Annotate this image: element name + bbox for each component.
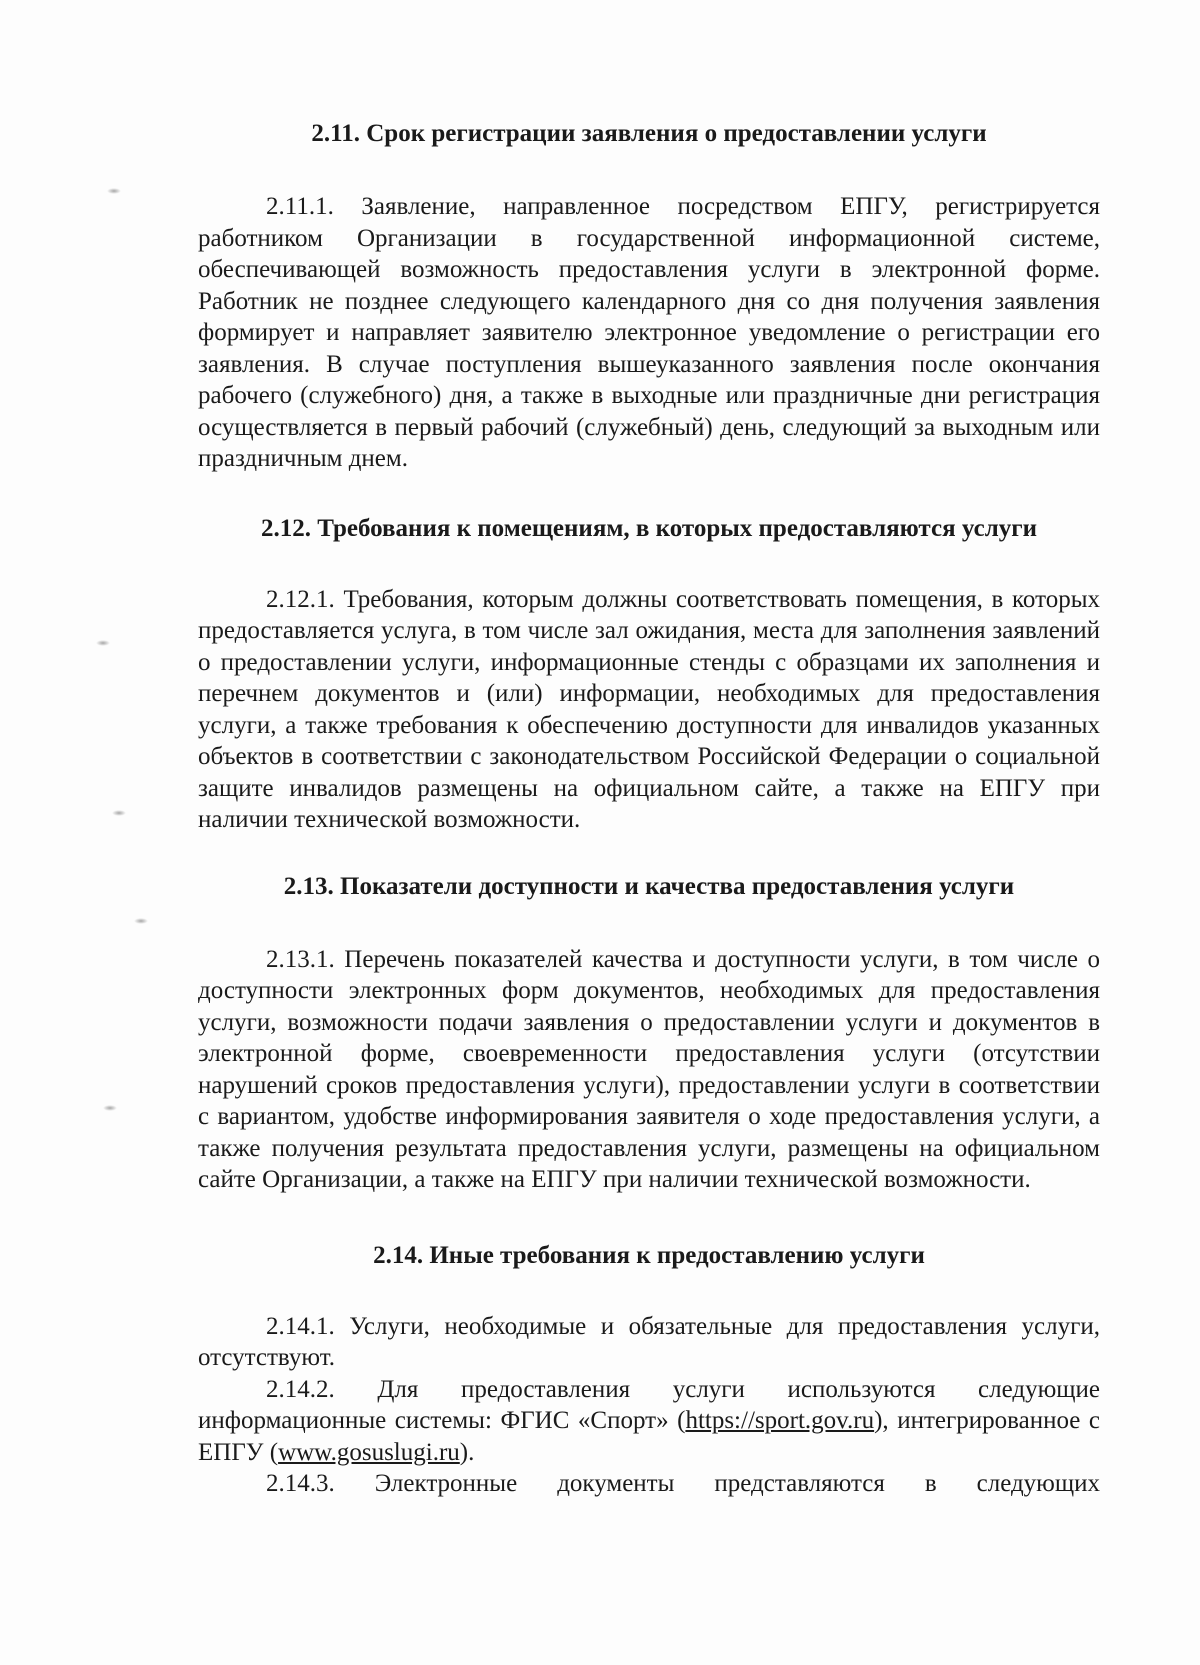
paragraph-2-14-2-mid: ), интегрированное с ЕПГУ ( — [198, 1407, 1100, 1466]
paragraph-2-11-1: 2.11.1. Заявление, направленное посредством ЕПГУ, регистрируется работником Организации в государственной информационной системе, обеспечивающей возможность предоставления услуги в электронной форме. Работник не позднее следующего календарного дня со дня получения заявления формирует и направляет заявителю электронное уведомление о регистрации его заявления. В случае поступления вышеуказанного заявления после окончания рабочего (служебного) дня, а также в выходные или праздничные дни регистрация осуществляется в первый рабочий (служебный) день, следующий за выходным или праздничным днем. — [198, 193, 1100, 472]
sport-gov-link[interactable]: https://sport.gov.ru — [685, 1407, 875, 1434]
paragraph-2-14-1: 2.14.1. Услуги, необходимые и обязательные для предоставления услуги, отсутствуют. — [198, 1312, 1100, 1371]
section-heading-2-11: 2.11. Срок регистрации заявления о предоставлении услуги — [311, 120, 987, 147]
scan-speck — [96, 640, 110, 646]
section-heading-2-14: 2.14. Иные требования к предоставлению услуги — [373, 1241, 925, 1269]
paragraph-2-13-1: 2.13.1. Перечень показателей качества и доступности услуги, в том числе о доступности электронных форм документов, необходимых для предоставления услуги, возможности подачи заявления о предоставлении услуги и документов в электронной форме, своевременности предоставления услуги (отсутствии нарушений сроков предоставления услуги), предоставлении услуги в соответствии с вариантом, удобстве информирования заявителя о ходе предоставления услуги, а также получения результата предоставления услуги, размещены на официальном сайте Организации, а также на ЕПГУ при наличии технической возможности. — [198, 945, 1100, 1193]
paragraph-2-14-3: 2.14.3. Электронные документы представляются в следующих — [266, 1470, 1100, 1497]
paragraph-2-14-2 — [198, 1374, 1100, 1469]
paragraph-2-14-2-text: 2.14.2. Для предоставления услуги используются следующие информационные системы: ФГИС «Спорт» ( — [198, 1375, 1100, 1434]
section-heading-2-13: 2.13. Показатели доступности и качества предоставления услуги — [283, 872, 1015, 900]
paragraph-2-14-2-end: ). — [459, 1438, 475, 1466]
scan-speck — [112, 810, 126, 816]
paragraph-2-12-1: 2.12.1. Требования, которым должны соответствовать помещения, в которых предоставляется услуга, в том числе зал ожидания, места для заполнения заявлений о предоставлении услуги, информационные стенды с образцами их заполнения и перечнем документов и (или) информации, необходимых для предоставления услуги, а также требования к обеспечению доступности для инвалидов указанных объектов в соответствии с законодательством Российской Федерации о социальной защите инвалидов размещены на официальном сайте, а также на ЕПГУ при наличии технической возможности. — [198, 585, 1100, 833]
scan-speck — [134, 918, 148, 924]
gosuslugi-link[interactable]: www.gosuslugi.ru — [278, 1438, 460, 1466]
scan-speck — [107, 188, 121, 194]
document-body — [198, 108, 1100, 1500]
scan-speck — [103, 1105, 117, 1111]
section-heading-2-12: 2.12. Требования к помещениям, в которых предоставляются услуги — [261, 514, 1037, 542]
